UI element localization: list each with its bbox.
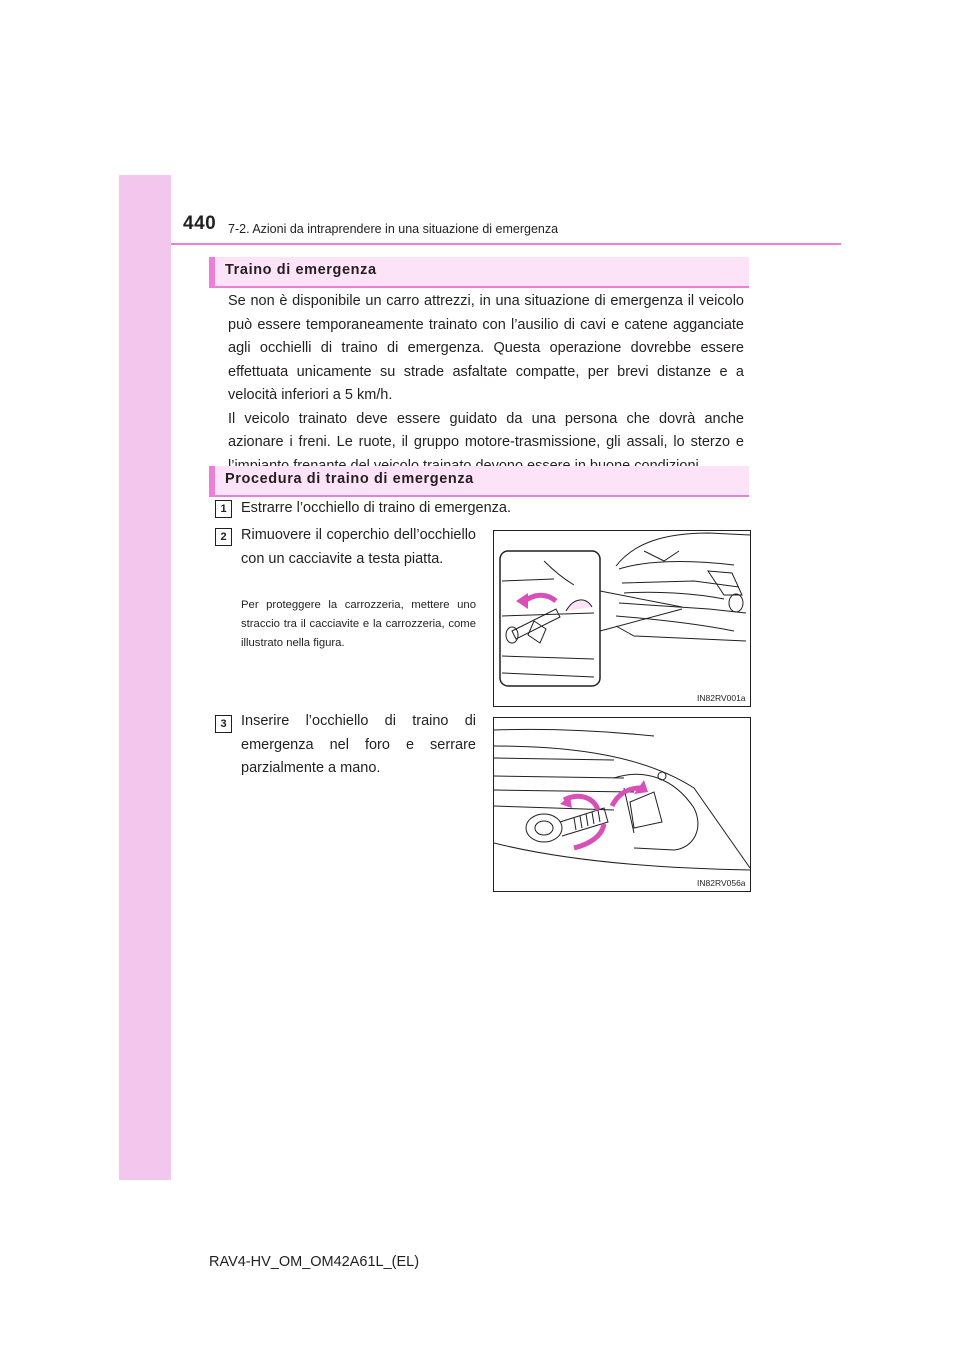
figure-code-2: IN82RV056a [697, 878, 746, 888]
figure-insert-eyelet [493, 717, 751, 892]
side-color-strip [119, 175, 171, 1180]
intro-paragraph: Il veicolo trainato deve essere guidato da una persona che dovrà anche azionare i freni. Le ruote, il gruppo motore-trasmissione, gli assali, lo sterzo e [228, 410, 744, 450]
step-3-text: Inserire l’occhiello di traino di emergenza nel foro e serrare parzialmente a mano. [241, 713, 476, 776]
step-number-1: 1 [215, 500, 232, 518]
document-id: RAV4-HV_OM_OM42A61L_(EL) [209, 1254, 420, 1270]
chapter-title: 7-2. Azioni da intraprendere in una situazione di emergenza [228, 222, 559, 236]
section-heading-emergency-towing [209, 257, 749, 288]
figure-code-1: IN82RV001a [697, 693, 746, 703]
section-heading-label: Traino di emergenza [225, 262, 377, 278]
page-number: 440 [183, 213, 217, 234]
section-heading-towing-procedure [209, 466, 749, 497]
step-2-text: Rimuovere il coperchio dell’occhiello con un cacciavite a testa piatta. [241, 527, 476, 567]
figure-remove-cover [493, 530, 751, 707]
intro-text [228, 290, 744, 478]
illustration-towing-eyelet-insertion [494, 718, 750, 891]
step-1-text: Estrarre l’occhiello di traino di emergenza. [241, 500, 511, 516]
intro-paragraph: Se non è disponibile un carro attrezzi, in una situazione di emergenza il veicolo può essere temporaneamente trainato con l’ausilio di cavi e catene agganciate agli occhielli di traino di emergenza. Questa operazione dovrebbe essere effettuata unicamente su strade asfaltate compatte, per brevi distanze e a velocità inferiori a 5 km/h. [228, 293, 744, 403]
header-rule [171, 243, 841, 245]
section-heading-label: Procedura di traino di emergenza [225, 471, 474, 487]
step-number-3: 3 [215, 715, 232, 733]
step-number-2: 2 [215, 528, 232, 546]
illustration-bumper-cover-removal [494, 531, 750, 706]
step-2-note: Per proteggere la carrozzeria, mettere uno straccio tra il cacciavite e la carrozzeria, come illustrato nella figura. [241, 599, 476, 649]
